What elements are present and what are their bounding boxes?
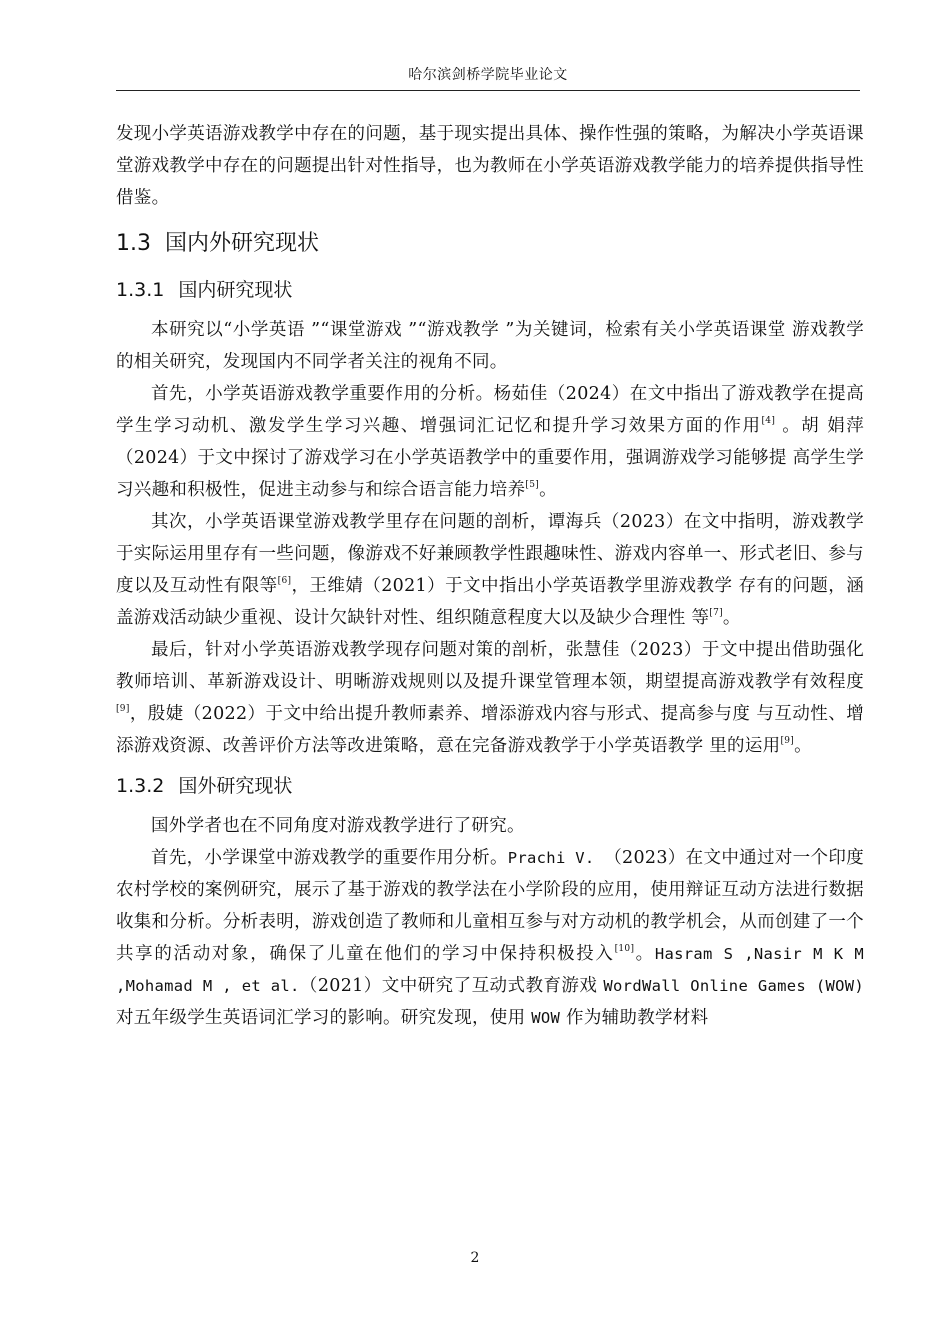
page-number: 2	[470, 1250, 480, 1266]
domestic-paragraph-1: 本研究以“小学英语 ”“课堂游戏 ”“游戏教学 ”为关键词，检索有关小学英语课堂 游戏教学的相关研究，发现国内不同学者关注的视角不同。	[116, 320, 864, 372]
text-run: 。	[794, 736, 812, 756]
text-run: （2023）在文中通过对一个印度农村学校的案例研究，展示了基于游戏的教学法在小学阶段的应用，使用辩证互动方法进行数据收集和分析。分析表明，游戏创造了教师和儿童相互参与对方动机的教学机会，从而创建了一个共享的活动对象，确保了儿童在他们的学习中保持积极投入	[116, 848, 864, 964]
domestic-paragraph-2	[116, 378, 864, 506]
domestic-paragraph-3	[116, 506, 864, 634]
text-run: 。	[634, 944, 655, 964]
citation: [6]	[277, 576, 292, 586]
subsection-title: 国内研究现状	[178, 279, 293, 301]
foreign-paragraph-1: 国外学者也在不同角度对游戏教学进行了研究。	[151, 816, 525, 836]
subsection-heading-1-3-1	[116, 270, 864, 310]
citation: [9]	[116, 704, 130, 714]
document-body	[116, 118, 864, 1034]
domestic-paragraph-4	[116, 634, 864, 762]
game-name: WordWall Online Games (WOW)	[603, 977, 864, 995]
subsection-number: 1.3.2	[116, 775, 165, 797]
text-run: 其次，小学英语课堂游戏教学里存在问题的剖析，谭海兵（2023）在文中指明，游戏教学于实际运用里存有一些问题，像游戏不好兼顾教学性跟趣味性、游戏内容单一、形式老旧、参与度以及互动性有限等	[116, 512, 864, 596]
page-header: 哈尔滨剑桥学院毕业论文	[116, 64, 860, 91]
text-run: 首先，小学英语游戏教学重要作用的分析。杨茹佳（2024）在文中指出了游戏教学在提高学生学习动机、激发学生学习兴趣、增强词汇记忆和提升学习效果方面的作用	[116, 384, 864, 436]
citation: [4]	[761, 416, 776, 426]
intro-paragraph: 发现小学英语游戏教学中存在的问题，基于现实提出具体、操作性强的策略，为解决小学英语课堂游戏教学中存在的问题提出针对性指导，也为教师在小学英语游戏教学能力的培养提供指导性借鉴。	[116, 124, 864, 208]
subsection-number: 1.3.1	[116, 279, 165, 301]
text-run: 。	[722, 608, 741, 628]
author-name: Prachi V.	[507, 849, 605, 867]
text-run: 作为辅助教学材料	[560, 1008, 709, 1028]
citation: [5]	[525, 480, 540, 490]
text-run: （2021）文中研究了互动式教育游戏	[299, 976, 604, 996]
section-number: 1.3	[116, 231, 151, 256]
text-run: ，殷婕（2022）于文中给出提升教师素养、增添游戏内容与形式、提高参与度 与互动性、增添游戏资源、改善评价方法等改进策略，意在完备游戏教学于小学英语教学 里的运用	[116, 704, 864, 756]
section-heading-1-3	[116, 222, 864, 266]
subsection-heading-1-3-2	[116, 766, 864, 806]
citation: [7]	[709, 608, 723, 618]
text-run: 首先，小学课堂中游戏教学的重要作用分析。	[151, 848, 508, 868]
abbreviation: WOW	[531, 1009, 561, 1027]
citation: [9]	[780, 736, 795, 746]
subsection-title: 国外研究现状	[178, 775, 293, 797]
text-run: 。胡 娟萍（2024）于文中探讨了游戏学习在小学英语教学中的重要作用，强调游戏学习能够提 高学生学习兴趣和积极性，促进主动参与和综合语言能力培养	[116, 416, 864, 500]
text-run: 对五年级学生英语词汇学习的影响。研究发现，使用	[116, 1008, 532, 1028]
text-run: 。	[539, 480, 557, 500]
foreign-paragraph-2	[116, 842, 864, 1034]
text-run: 最后，针对小学英语游戏教学现存问题对策的剖析，张慧佳（2023）于文中提出借助强化教师培训、革新游戏设计、明晰游戏规则以及提升课堂管理本领，期望提高游戏教学有效程度	[116, 640, 864, 692]
section-title: 国内外研究现状	[165, 231, 320, 256]
text-run: ，王维婧（2021）于文中指出小学英语教学里游戏教学 存有的问题，涵盖游戏活动缺少重视、设计欠缺针对性、组织随意程度大以及缺少合理性 等	[116, 576, 865, 628]
citation: [10]	[614, 944, 635, 954]
author-names: Hasram S ,Nasir M K M ,Mohamad M , et al.	[116, 945, 864, 995]
